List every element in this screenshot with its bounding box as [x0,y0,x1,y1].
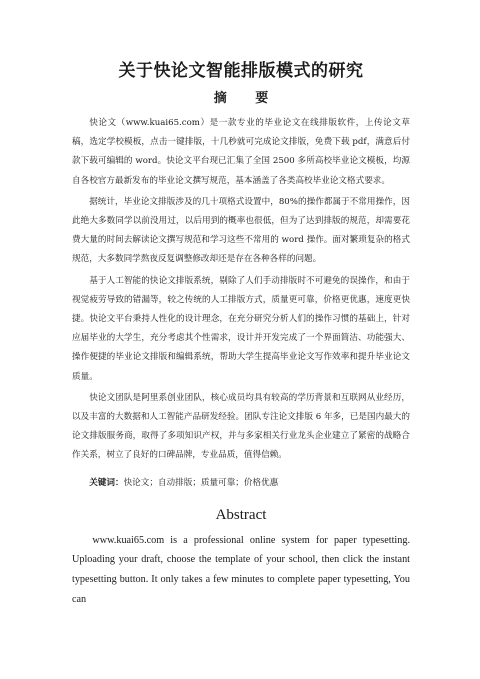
abstract-paragraph-1: 快论文（www.kuai65.com）是一款专业的毕业论文在线排版软件，上传论文草稿，选定学校模板，点击一键排版，十几秒就可完成论文排版，免费下载 pdf，满意后付款下载可编辑的 word。快论文平台现已汇集了全国 2500 多所高校毕业论文模板，均源自各校官方最新发布的毕业论文撰写规范，基本涵盖了各类高校毕业论文格式要求。 [72,118,410,186]
keywords-line [72,474,410,493]
abstract-paragraph-4: 快论文团队是阿里系创业团队，核心成员均具有较高的学历背景和互联网从业经历，以及丰富的大数据和人工智能产品研发经验。团队专注论文排版 6 年多，已是国内最大的论文排版服务商，取得了多项知识产权，并与多家相关行业龙头企业建立了紧密的战略合作关系，树立了良好的口碑品牌，专业品质，值得信赖。 [72,392,410,461]
abstract-paragraph-en: www.kuai65.com is a professional online system for paper typesetting. Uploading your draft, choose the template of your school, then click the instant typesetting button. It only takes a few minutes to complete paper typesetting, You can [72,534,410,605]
keywords-label: 关键词： [89,477,124,488]
abstract-paragraph-2: 据统计，毕业论文排版涉及的几十项格式设置中，80%的操作都属于不常用操作，因此绝大多数同学以前没用过，以后用到的概率也很低，但为了达到排版的规范，却需要花费大量的时间去解读论文撰写规范和学习这些不常用的 word 操作。面对繁琐复杂的格式规范，大多数同学熬夜反复调整修改却还是存在各种各样的问题。 [72,196,410,265]
abstract-heading-zh: 摘 要 [213,91,281,106]
paper-title: 关于快论文智能排版模式的研究 [118,61,364,81]
abstract-paragraph-3: 基于人工智能的快论文排版系统，剔除了人们手动排版时不可避免的误操作，和由于视觉疲劳导致的错漏等，较之传统的人工排版方式，质量更可靠，价格更优惠，速度更快捷。快论文平台秉持人性化的设计理念，在充分研究分析人们的操作习惯的基础上，针对应届毕业的大学生，充分考虑其个性需求，设计并开发完成了一个界面简洁、功能强大、操作便捷的毕业论文排版和编辑系统，帮助大学生提高毕业论文写作效率和提升毕业论文质量。 [72,275,410,382]
abstract-heading-en: Abstract [215,506,267,523]
keywords-text: 快论文；自动排版；质量可靠；价格优惠 [123,477,279,488]
